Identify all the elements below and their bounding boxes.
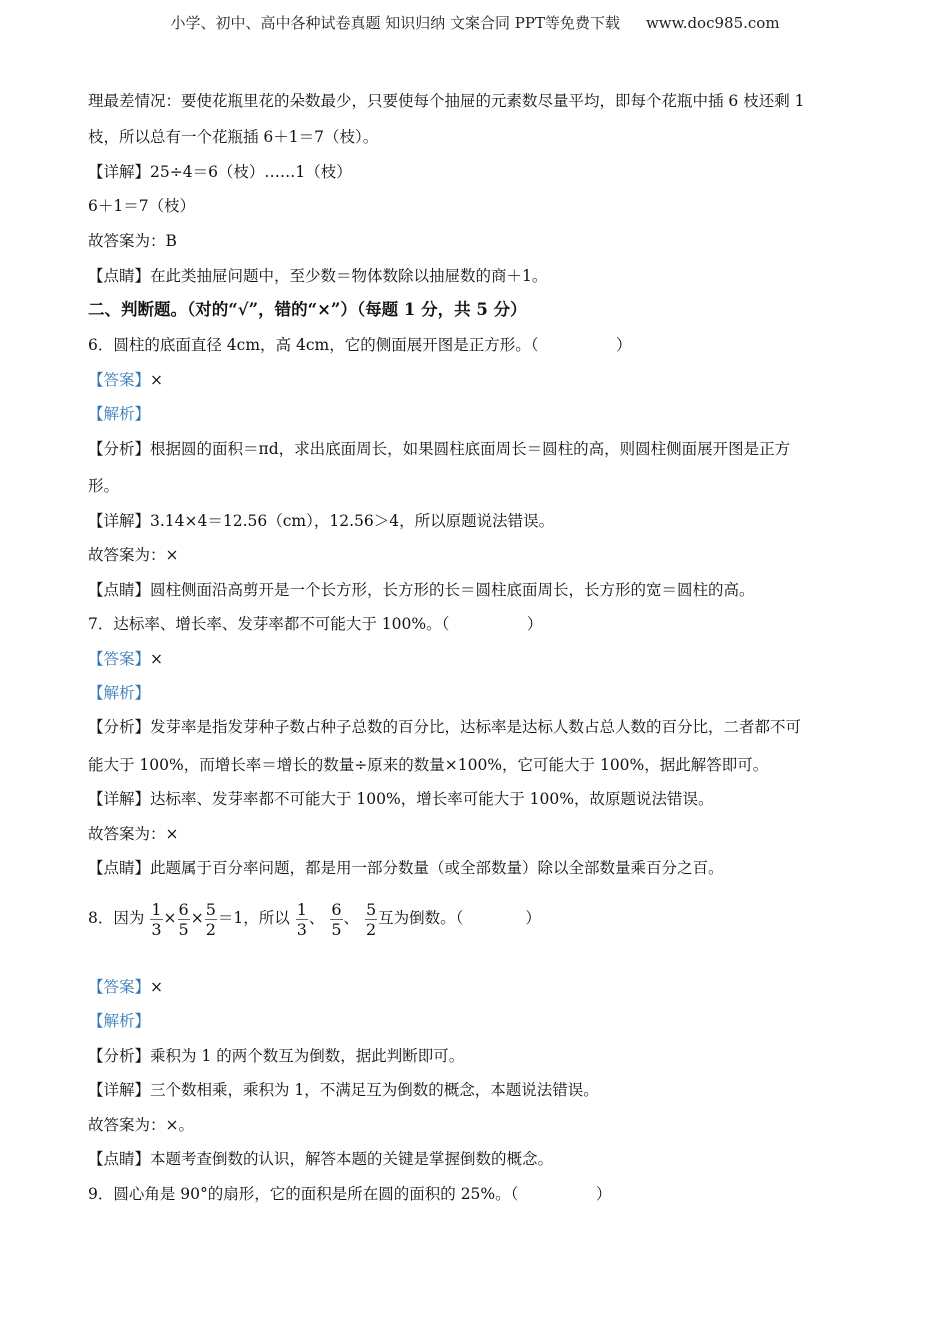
tip-line: 【点睛】此题属于百分率问题，都是用一部分数量（或全部数量）除以全部数量乘百分之百。 (88, 859, 724, 877)
answer-label: 【答案】 (88, 371, 151, 389)
fraction: $\frac{6}{5}$ (178, 899, 189, 939)
fraction: $\frac{5}{2}$ (205, 899, 216, 939)
answer-label: 【答案】 (88, 978, 151, 996)
answer-line: 故答案为：B (88, 232, 177, 250)
answer-row (88, 649, 868, 669)
answer-value: × (150, 371, 164, 389)
answer-row (88, 370, 868, 390)
text-line: 6＋1＝7（枝） (88, 197, 196, 215)
section-title: 二、判断题。（对的“√”，错的“×”）（每题 1 分，共 5 分） (88, 300, 527, 319)
analysis-line: 【分析】根据圆的面积＝πd，求出底面周长，如果圆柱底面周长＝圆柱的高，则圆柱侧面展开图是正方 (88, 440, 791, 458)
question-6: 6．圆柱的底面直径 4cm，高 4cm，它的侧面展开图是正方形。（ ） (88, 336, 632, 354)
analysis-line: 形。 (88, 477, 120, 495)
q8-mid: ，所以 (243, 909, 290, 927)
answer-value: × (150, 650, 164, 668)
answer-line: 故答案为：× (88, 546, 179, 564)
tip-line: 【点睛】圆柱侧面沿高剪开是一个长方形，长方形的长＝圆柱底面周长，长方形的宽＝圆柱的高。 (88, 581, 755, 599)
header-text: 小学、初中、高中各种试卷真题 知识归纳 文案合同 PPT等免费下载 (170, 14, 620, 32)
answer-line: 故答案为：×。 (88, 1116, 194, 1134)
page-header (0, 12, 950, 33)
q8-suffix: 互为倒数。（ ） (378, 909, 541, 927)
question-7: 7．达标率、增长率、发芽率都不可能大于 100%。（ ） (88, 615, 543, 633)
separator: 、 (308, 909, 325, 927)
analysis-label: 【解析】 (88, 1012, 151, 1030)
detail-line: 【详解】3.14×4＝12.56（cm），12.56＞4，所以原题说法错误。 (88, 512, 555, 530)
fraction: $\frac{1}{3}$ (151, 899, 162, 939)
text-line: 枝，所以总有一个花瓶插 6＋1＝7（枝）。 (88, 128, 379, 146)
times-sign: × (163, 909, 177, 927)
fraction: $\frac{1}{3}$ (296, 899, 307, 939)
tip-line: 【点睛】在此类抽屉问题中，至少数＝物体数除以抽屉数的商＋1。 (88, 267, 548, 285)
analysis-line: 【分析】乘积为 1 的两个数互为倒数，据此判断即可。 (88, 1047, 465, 1065)
separator: 、 (343, 909, 360, 927)
detail-line: 【详解】达标率、发芽率都不可能大于 100%，增长率可能大于 100%，故原题说法错误。 (88, 790, 714, 808)
detail-line: 【详解】25÷4＝6（枝）……1（枝） (88, 163, 352, 181)
answer-line: 故答案为：× (88, 825, 179, 843)
answer-value: × (150, 978, 164, 996)
question-8 (88, 893, 868, 943)
answer-row (88, 977, 868, 997)
equals-one: ＝1 (217, 909, 244, 927)
text-line: 理最差情况：要使花瓶里花的朵数最少，只要使每个抽屉的元素数尽量平均，即每个花瓶中插 6 枝还剩 1 (88, 92, 805, 110)
answer-label: 【答案】 (88, 650, 151, 668)
times-sign: × (190, 909, 204, 927)
tip-line: 【点睛】本题考查倒数的认识，解答本题的关键是掌握倒数的概念。 (88, 1150, 554, 1168)
analysis-line: 能大于 100%，而增长率＝增长的数量÷原来的数量×100%，它可能大于 100%，据此解答即可。 (88, 756, 769, 774)
fraction: $\frac{6}{5}$ (331, 899, 342, 939)
detail-line: 【详解】三个数相乘，乘积为 1，不满足互为倒数的概念，本题说法错误。 (88, 1081, 599, 1099)
analysis-line: 【分析】发芽率是指发芽种子数占种子总数的百分比，达标率是达标人数占总人数的百分比，二者都不可 (88, 718, 802, 736)
q8-prefix: 8．因为 (88, 909, 145, 927)
analysis-label: 【解析】 (88, 405, 151, 423)
header-url[interactable]: www.doc985.com (645, 14, 780, 32)
question-9: 9．圆心角是 90°的扇形，它的面积是所在圆的面积的 25%。（ ） (88, 1185, 612, 1203)
fraction: $\frac{5}{2}$ (365, 899, 377, 939)
analysis-label: 【解析】 (88, 684, 151, 702)
